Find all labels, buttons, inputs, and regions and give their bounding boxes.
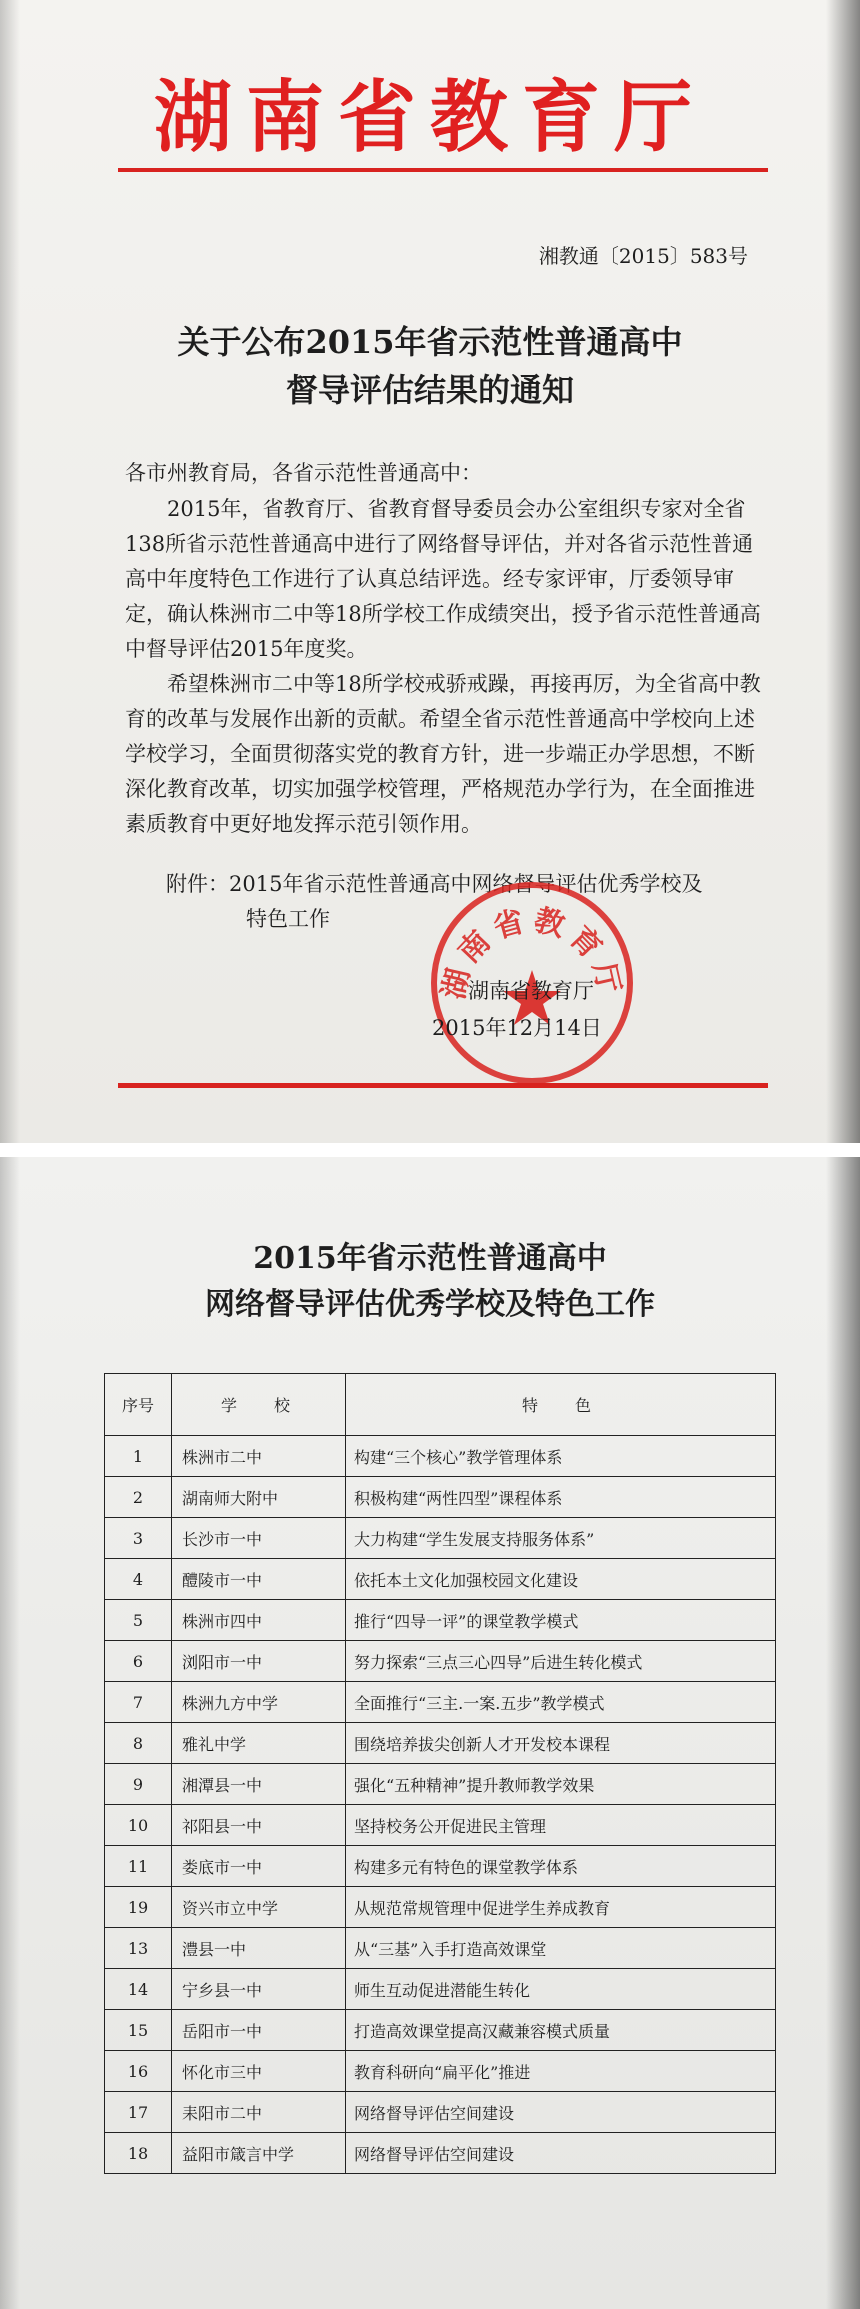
row-school: 澧县一中 <box>172 1928 346 1969</box>
row-feature: 教育科研向“扁平化”推进 <box>346 2051 776 2092</box>
table-row <box>105 1436 776 1477</box>
row-school: 益阳市箴言中学 <box>172 2133 346 2174</box>
attachment-line2: 特色工作 <box>246 907 330 931</box>
column-header-school: 学 校 <box>172 1374 346 1436</box>
notice-page <box>0 0 860 1143</box>
letterhead-rule <box>118 168 768 172</box>
schools-table <box>104 1373 776 2174</box>
row-feature: 大力构建“学生发展支持服务体系” <box>346 1518 776 1559</box>
row-school: 湖南师大附中 <box>172 1477 346 1518</box>
row-school: 祁阳县一中 <box>172 1805 346 1846</box>
row-school: 株洲市四中 <box>172 1600 346 1641</box>
page-shadow-left <box>0 0 20 1143</box>
notice-title-line1: 关于公布2015年省示范性普通高中 <box>177 323 683 361</box>
row-index: 18 <box>105 2133 172 2174</box>
row-school: 湘潭县一中 <box>172 1764 346 1805</box>
row-feature: 努力探索“三点三心四导”后进生转化模式 <box>346 1641 776 1682</box>
signing-organization: 湖南省教育厅 <box>468 979 594 1003</box>
row-school: 醴陵市一中 <box>172 1559 346 1600</box>
row-feature: 网络督导评估空间建设 <box>346 2133 776 2174</box>
page-shadow-right <box>826 0 860 1143</box>
row-feature: 从“三基”入手打造高效课堂 <box>346 1928 776 1969</box>
table-row <box>105 2051 776 2092</box>
table-header-row <box>105 1374 776 1436</box>
table-row <box>105 1764 776 1805</box>
row-index: 2 <box>105 1477 172 1518</box>
table-row <box>105 1682 776 1723</box>
table-row <box>105 2133 776 2174</box>
seal-text: 湖南省教育厅 <box>436 902 628 1003</box>
row-feature: 依托本土文化加强校园文化建设 <box>346 1559 776 1600</box>
row-index: 19 <box>105 1887 172 1928</box>
row-index: 9 <box>105 1764 172 1805</box>
row-feature: 坚持校务公开促进民主管理 <box>346 1805 776 1846</box>
table-row <box>105 1846 776 1887</box>
body-paragraph-2: 希望株洲市二中等18所学校戒骄戒躁，再接再厉，为全省高中教育的改革与发展作出新的贡献。希望全省示范性普通高中学校向上述学校学习，全面贯彻落实党的教育方针，进一步端正办学思想，不断深化教育改革，切实加强学校管理，严格规范办学行为，在全面推进素质教育中更好地发挥示范引领作用。 <box>125 672 761 836</box>
row-index: 4 <box>105 1559 172 1600</box>
page-separator <box>0 1143 860 1157</box>
table-row <box>105 1477 776 1518</box>
page-shadow-right <box>826 1157 860 2309</box>
row-school: 宁乡县一中 <box>172 1969 346 2010</box>
row-index: 5 <box>105 1600 172 1641</box>
table-row <box>105 1518 776 1559</box>
table-row <box>105 1600 776 1641</box>
row-index: 6 <box>105 1641 172 1682</box>
page-shadow-left <box>0 1157 20 2309</box>
row-index: 15 <box>105 2010 172 2051</box>
table-row <box>105 1928 776 1969</box>
salutation: 各市州教育局，各省示范性普通高中： <box>125 461 482 485</box>
row-school: 浏阳市一中 <box>172 1641 346 1682</box>
table-row <box>105 1887 776 1928</box>
row-feature: 强化“五种精神”提升教师教学效果 <box>346 1764 776 1805</box>
row-index: 16 <box>105 2051 172 2092</box>
table-row <box>105 1805 776 1846</box>
row-school: 怀化市三中 <box>172 2051 346 2092</box>
row-feature: 打造高效课堂提高汉藏兼容模式质量 <box>346 2010 776 2051</box>
row-school: 资兴市立中学 <box>172 1887 346 1928</box>
row-feature: 积极构建“两性四型”课程体系 <box>346 1477 776 1518</box>
table-row <box>105 1559 776 1600</box>
signing-date: 2015年12月14日 <box>432 1016 602 1040</box>
row-school: 岳阳市一中 <box>172 2010 346 2051</box>
attachment-line1: 附件：2015年省示范性普通高中网络督导评估优秀学校及 <box>166 872 703 896</box>
notice-body <box>125 492 765 842</box>
row-school: 株洲九方中学 <box>172 1682 346 1723</box>
row-school: 耒阳市二中 <box>172 2092 346 2133</box>
row-index: 3 <box>105 1518 172 1559</box>
attachment-title-line1: 2015年省示范性普通高中 <box>253 1241 607 1276</box>
row-feature: 围绕培养拔尖创新人才开发校本课程 <box>346 1723 776 1764</box>
row-index: 17 <box>105 2092 172 2133</box>
row-index: 1 <box>105 1436 172 1477</box>
letterhead-title: 湖南省教育厅 <box>153 73 706 163</box>
row-index: 10 <box>105 1805 172 1846</box>
row-feature: 构建多元有特色的课堂教学体系 <box>346 1846 776 1887</box>
column-header-index: 序号 <box>105 1374 172 1436</box>
row-feature: 全面推行“三主.一案.五步”教学模式 <box>346 1682 776 1723</box>
row-school: 株洲市二中 <box>172 1436 346 1477</box>
table-row <box>105 2092 776 2133</box>
table-row <box>105 1969 776 2010</box>
table-row <box>105 2010 776 2051</box>
row-index: 11 <box>105 1846 172 1887</box>
column-header-feature: 特 色 <box>346 1374 776 1436</box>
document-number: 湘教通〔2015〕583号 <box>538 244 748 268</box>
attachment-title-line2: 网络督导评估优秀学校及特色工作 <box>205 1287 655 1322</box>
row-index: 14 <box>105 1969 172 2010</box>
footer-rule <box>118 1083 768 1088</box>
row-feature: 师生互动促进潜能生转化 <box>346 1969 776 2010</box>
row-school: 长沙市一中 <box>172 1518 346 1559</box>
row-feature: 网络督导评估空间建设 <box>346 2092 776 2133</box>
table-row <box>105 1723 776 1764</box>
row-index: 8 <box>105 1723 172 1764</box>
row-index: 7 <box>105 1682 172 1723</box>
body-paragraph-1: 2015年，省教育厅、省教育督导委员会办公室组织专家对全省138所省示范性普通高中进行了网络督导评估，并对各省示范性普通高中年度特色工作进行了认真总结评选。经专家评审，厅委领导审定，确认株洲市二中等18所学校工作成绩突出，授予省示范性普通高中督导评估2015年度奖。 <box>125 497 761 661</box>
row-feature: 从规范常规管理中促进学生养成教育 <box>346 1887 776 1928</box>
row-school: 娄底市一中 <box>172 1846 346 1887</box>
table-body <box>105 1436 776 2174</box>
notice-title-line2: 督导评估结果的通知 <box>285 371 574 409</box>
row-school: 雅礼中学 <box>172 1723 346 1764</box>
row-feature: 构建“三个核心”教学管理体系 <box>346 1436 776 1477</box>
table-row <box>105 1641 776 1682</box>
row-feature: 推行“四导一评”的课堂教学模式 <box>346 1600 776 1641</box>
row-index: 13 <box>105 1928 172 1969</box>
